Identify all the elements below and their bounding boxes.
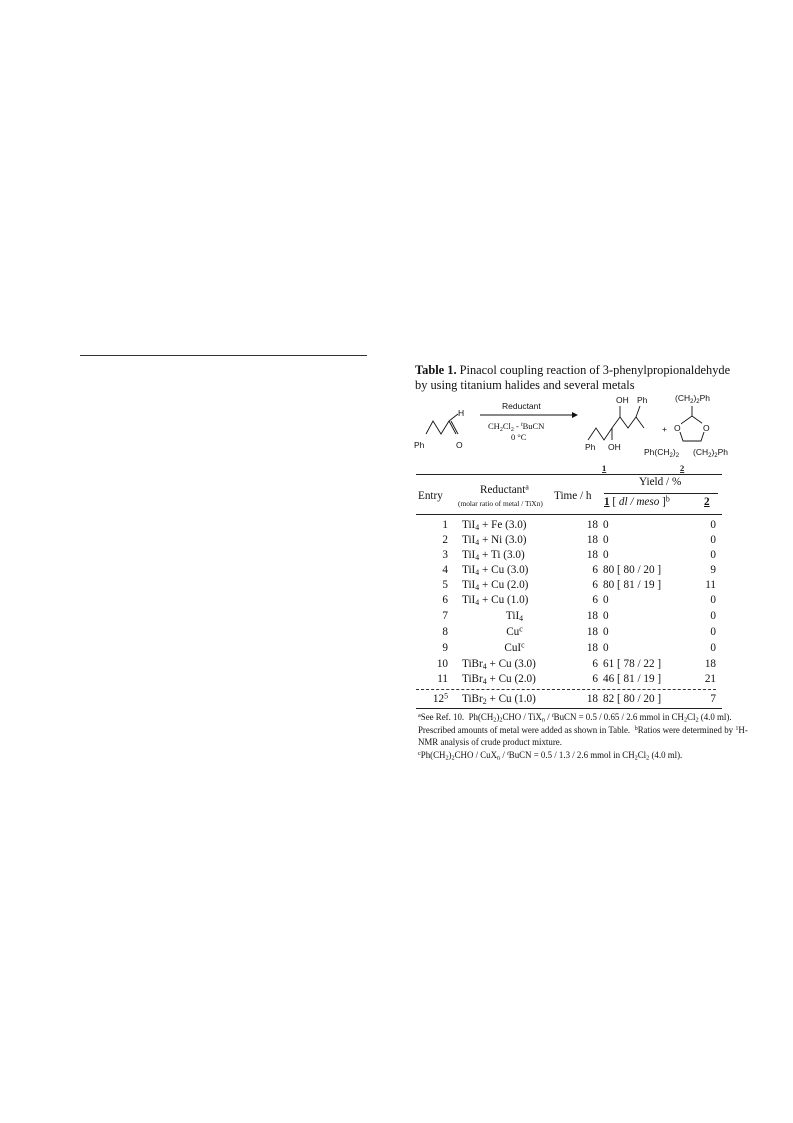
cell-yield-1: 80 [ 80 / 20 ]	[603, 564, 662, 576]
reaction-arrow	[480, 412, 578, 418]
cell-reductant: TiBr$_4$ + Cu (2.0)	[462, 673, 536, 686]
svg-text:(CH2)2Ph: $(CH_2)_2Ph$	[675, 393, 711, 405]
table-row	[416, 641, 722, 656]
footnote-a: $^a$See Ref. 10. $Ph(CH_2)_2CHO / TiX_n$ / $^t$BuCN = 0.5 / 0.65 / 2.6 mmol in $CH_2Cl_2$ (4.0 ml). Prescribed amounts of metal were added as shown in Table. $^b$Ratios were determined by $^1$H-NMR analysis of crude product mixture.	[418, 712, 748, 747]
table-caption-text: Pinacol coupling reaction of 3-phenylpropionaldehyde by using titanium halides and several metals	[415, 363, 731, 392]
table-row	[416, 578, 722, 593]
cell-yield-2: 11	[705, 579, 716, 591]
cell-entry: 7	[442, 610, 448, 622]
cell-entry: 11	[437, 673, 448, 685]
cell-yield-2: 18	[704, 658, 716, 670]
svg-text:OH: OH	[608, 442, 621, 452]
cell-yield-1: 0	[603, 549, 609, 561]
cell-reductant: TiI$_4$ + Ti (3.0)	[462, 549, 525, 562]
cell-yield-2: 0	[710, 519, 716, 531]
column-divider-rule	[80, 355, 367, 356]
cell-entry: 6	[442, 594, 448, 606]
table-row	[416, 563, 722, 578]
table-bottom-rule	[416, 708, 722, 709]
header-reductant: Reductant$^a$	[480, 482, 529, 496]
cell-time: 18	[586, 626, 598, 638]
cell-entry: 10	[436, 658, 448, 670]
table-row	[416, 657, 722, 672]
svg-text:O: O	[456, 440, 463, 450]
cell-yield-1: 82 [ 80 / 20 ]	[603, 693, 662, 705]
cell-yield-2: 0	[710, 610, 716, 622]
cell-reductant: TiI$_4$ + Fe (3.0)	[462, 519, 527, 532]
table-row	[416, 518, 722, 533]
cell-reductant: TiBr$_4$ + Cu (3.0)	[462, 658, 536, 671]
cell-entry: 5	[442, 579, 448, 591]
compound-2-label: 2	[680, 463, 685, 473]
cell-entry: 9	[442, 642, 448, 654]
dioxolane-structure	[678, 406, 706, 441]
cell-time: 6	[592, 594, 598, 606]
cell-entry: 4	[442, 564, 448, 576]
cell-time: 6	[592, 579, 598, 591]
cell-reductant: TiI$_4$ + Cu (1.0)	[462, 594, 529, 607]
svg-text:Ph: Ph	[414, 440, 425, 450]
yield-subheader-rule	[604, 493, 718, 494]
cell-yield-1: 46 [ 81 / 19 ]	[603, 673, 662, 685]
cell-time: 18	[586, 610, 598, 622]
cell-yield-2: 9	[710, 564, 716, 576]
cell-yield-1: 0	[603, 594, 609, 606]
header-yield-2: 2	[704, 496, 710, 508]
cell-time: 6	[592, 564, 598, 576]
header-yield: Yield / %	[639, 476, 682, 488]
header-yield-1: 1 [ dl / meso ]$^b$	[604, 494, 670, 508]
cell-time: 18	[586, 642, 598, 654]
cell-reductant: TiI$_4$ + Cu (2.0)	[462, 579, 529, 592]
table-footnotes	[418, 711, 748, 761]
header-reductant-sub: (molar ratio of metal / TiXn)	[458, 499, 543, 508]
cell-yield-1: 80 [ 81 / 19 ]	[603, 579, 662, 591]
cell-entry: 8	[442, 626, 448, 638]
svg-text:+: +	[662, 424, 667, 434]
header-bottom-rule	[416, 514, 722, 515]
cell-entry: $12^5$	[432, 691, 448, 705]
table-dashed-separator	[416, 689, 716, 690]
table-top-rule	[416, 474, 722, 475]
aldehyde-structure	[426, 414, 458, 434]
table-row	[416, 625, 722, 640]
cell-time: 6	[592, 673, 598, 685]
table-row	[416, 672, 722, 687]
table-caption	[415, 363, 745, 393]
footnote-c: $^cPh(CH_2)_2CHO / CuX_n$ / $^t$BuCN = 0.5 / 1.3 / 2.6 mmol in $CH_2Cl_2$ (4.0 ml).	[418, 749, 683, 762]
cell-entry: 3	[442, 549, 448, 561]
table-label: Table 1.	[415, 363, 457, 377]
cell-reductant: TiI$_4$	[505, 610, 524, 623]
table-row	[416, 609, 722, 624]
cell-entry: 1	[442, 519, 448, 531]
cell-yield-2: 0	[710, 626, 716, 638]
svg-text:Ph: Ph	[585, 442, 596, 452]
cell-yield-1: 61 [ 78 / 22 ]	[603, 658, 662, 670]
cell-yield-2: 0	[710, 642, 716, 654]
svg-text:H: H	[458, 408, 465, 418]
cell-yield-1: 0	[603, 626, 609, 638]
cell-yield-2: 0	[710, 549, 716, 561]
header-time: Time / h	[554, 490, 592, 502]
cell-yield-2: 7	[710, 693, 716, 705]
cell-reductant: CuI$^c$	[504, 640, 525, 654]
table-row	[416, 548, 722, 563]
cell-yield-2: 0	[710, 534, 716, 546]
cell-yield-1: 0	[603, 534, 609, 546]
svg-text:Ph(CH2)2: $Ph(CH_2)_2$	[644, 447, 680, 459]
svg-text:Ph: Ph	[637, 395, 648, 405]
diol-structure	[588, 406, 644, 440]
cell-yield-1: 0	[603, 519, 609, 531]
svg-text:(CH2)2Ph: $(CH_2)_2Ph$	[693, 447, 729, 459]
svg-text:O: O	[674, 423, 681, 433]
cell-yield-1: 0	[603, 610, 609, 622]
solvent-label: $CH_2Cl_2$ - $^t$BuCN	[488, 421, 545, 433]
reagent-label: Reductant	[502, 401, 541, 411]
cell-time: 6	[592, 658, 598, 670]
cell-time: 18	[586, 549, 598, 561]
cell-reductant: TiBr$_2$ + Cu (1.0)	[462, 693, 536, 706]
compound-1-label: 1	[602, 463, 607, 473]
cell-reductant: TiI$_4$ + Cu (3.0)	[462, 564, 529, 577]
cell-reductant: TiI$_4$ + Ni (3.0)	[462, 534, 527, 547]
cell-time: 18	[586, 519, 598, 531]
svg-text:OH: OH	[616, 395, 629, 405]
table-row	[416, 533, 722, 548]
table-row	[416, 593, 722, 608]
table-row	[416, 692, 722, 707]
cell-entry: 2	[442, 534, 448, 546]
cell-yield-1: 0	[603, 642, 609, 654]
cell-time: 18	[586, 693, 598, 705]
cell-yield-2: 0	[710, 594, 716, 606]
header-entry: Entry	[418, 490, 443, 502]
cell-reductant: Cu$^c$	[506, 624, 523, 638]
cell-time: 18	[586, 534, 598, 546]
cell-yield-2: 21	[704, 673, 716, 685]
reaction-scheme	[412, 392, 732, 474]
temperature-label: 0 °C	[511, 432, 527, 442]
svg-text:O: O	[703, 423, 710, 433]
